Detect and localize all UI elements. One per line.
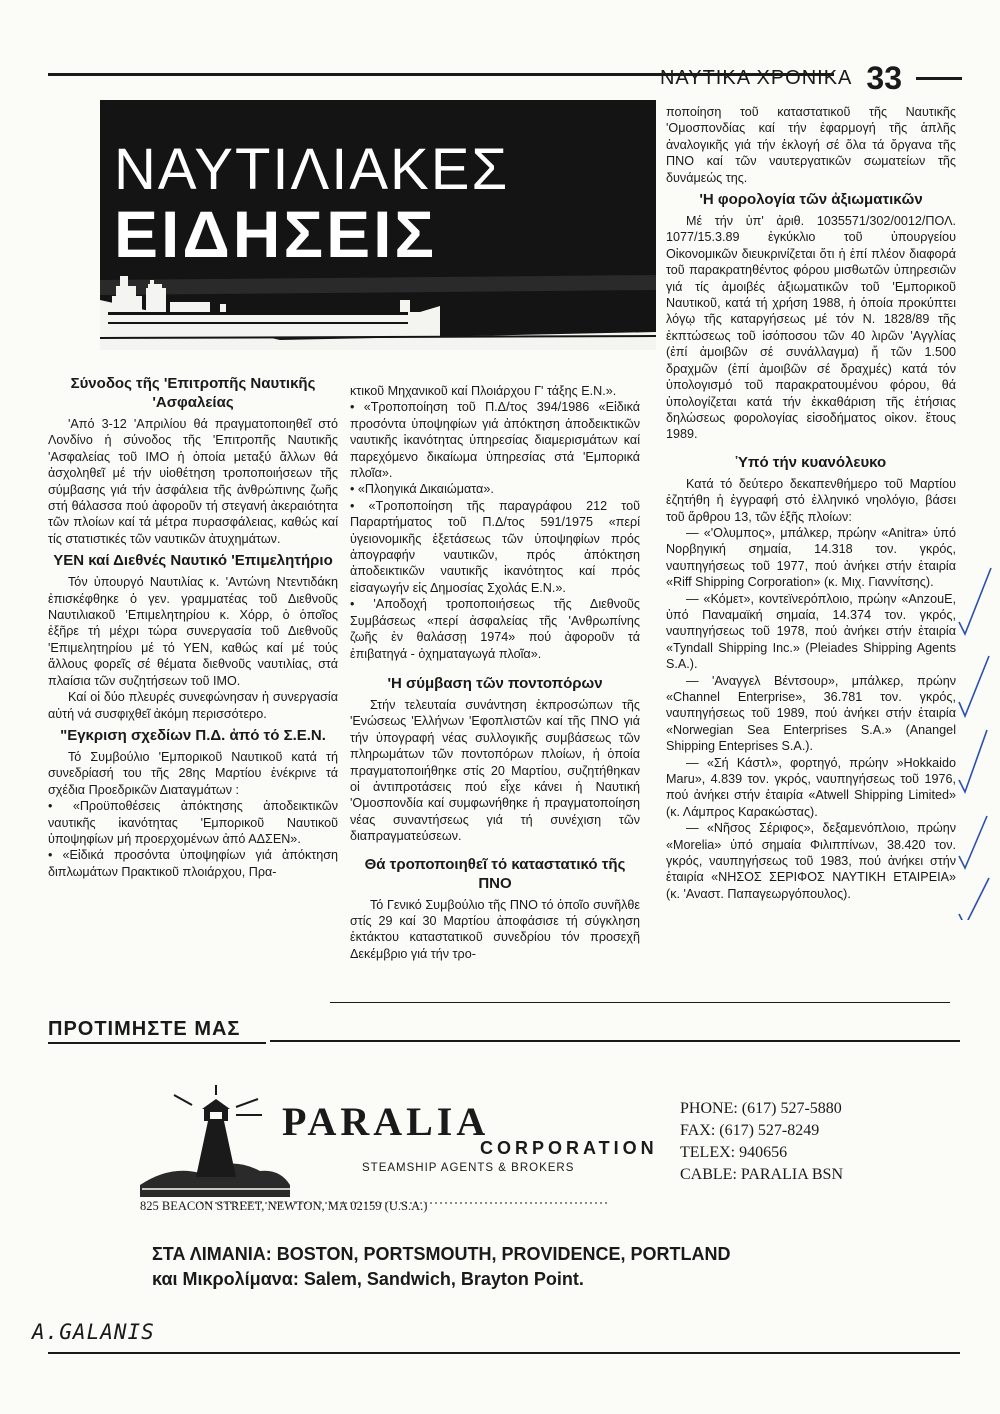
retail-ports: [152, 1242, 730, 1292]
page-number: 33: [866, 60, 902, 96]
ship-icon: [100, 100, 656, 350]
contact-cable: CABLE: PARALIA BSN: [680, 1166, 843, 1183]
section-banner: [100, 100, 656, 350]
contact-telex: TELEX: 940656: [680, 1144, 788, 1161]
magazine-name: ΝΑΥΤΙΚΑ ΧΡΟΝΙΚΑ: [659, 67, 853, 89]
column-3: [666, 104, 956, 902]
headline-safety-committee: Σύνοδος τῆς 'Επιτροπῆς Ναυτικῆς 'Ασφαλείας: [70, 375, 316, 411]
bottom-rule: [48, 1352, 960, 1354]
banner-title-line2: ΕΙΔΗΣΕΙΣ: [114, 197, 438, 271]
check-mark-icon: [959, 878, 989, 920]
headline-greek-flag: Ὑπό τήν κυανόλευκο: [735, 453, 887, 471]
headline-yen-chamber: ΥΕΝ καί Διεθνές Ναυτικό 'Επιμελητήριο: [53, 552, 333, 570]
signature: A.GALANIS: [32, 1320, 155, 1344]
article-paragraph: κτικοῦ Μηχανικοῦ καί Πλοιάρχου Γ' τάξης Ε.Ν.».: [350, 384, 617, 398]
article-paragraph: Τό Γενικό Συμβούλιο τῆς ΠΝΟ τό ὁποῖο συνῆλθε στίς 29 καί 30 Μαρτίου ἀποφάσισε τή σύγκληση ἐκτάκτου καταστατικοῦ συνεδρίου τόν προσεχῆ Δεκέμβριο γιά τήν τρο-: [350, 897, 640, 961]
company-name: PARALIA: [282, 1099, 490, 1144]
bullet-item: • «Προϋποθέσεις ἀπόκτησης ἀποδεικτικῶν ναυτικῆς ἱκανότητας 'Εμπορικοῦ Ναυτικοῦ ὑποψηφίων μή προερχομένων ἀπό ΑΔΣΕΝ».: [48, 799, 338, 846]
company-corporation: CORPORATION: [480, 1138, 658, 1158]
ship-entry: — «Κόμετ», κοντεϊνερόπλοιο, πρώην «AnzouE, ὑπό Παναμαϊκή σημαία, 14.374 τον. γκρός, ναυπηγήσεως τοῦ 1978, πού ἀνήκει στήν ἑταιρία «Tyndall Shipping Inc.» (Pleiades Shipping Agents S.A.).: [666, 591, 956, 672]
article-paragraph: 'Από 3-12 'Απριλίου θά πραγματοποιηθεῖ στό Λονδίνο ἡ σύνοδος τῆς 'Επιτροπῆς Ναυτικῆς 'Ασφαλείας τοῦ IMO ἡ ὁποία μεταξύ ἄλλων θά ἀσχοληθεῖ μέ τήν υἱοθέτηση τροποποιήσεων τῆς σύμβασης γιά τήν ἀσφάλεια τῆς ἀνθρώπινης ζωῆς στή θάλασσα πού ἀφοροῦν τή στεγανή ἀκεραιότητα τῶν πλοίων καί τά μέτρα πυρασφάλειας, καθώς καί τίς στατιστικές τῶν ναυτικῶν ἀτυχημάτων.: [48, 417, 338, 546]
bullet-item: • 'Αποδοχή τροποποιήσεως τῆς Διεθνοῦς Συμβάσεως «περί ἀσφαλείας τῆς 'Ανθρωπίνης ζωῆς ἐν θαλάσσῃ 1974» πού ἀφοροῦν τά ἐπιβατηγά - ὀχηματαγωγά πλοῖα».: [350, 597, 640, 661]
contact-phone: PHONE: (617) 527-5880: [680, 1100, 842, 1117]
ship-entry: — «Σή Κάστλ», φορτηγό, πρώην »Hokkaido Maru», 4.839 τον. γκρός, ναυπηγήσεως τοῦ 1976, πού ἀνήκει στήν ἑταιρία «Atwell Shipping Limited» (κ. Λάμπρος Καρακώστας).: [666, 755, 956, 819]
retail-line-2: και Μικρολίμανα: Salem, Sandwich, Brayton Point.: [152, 1269, 584, 1289]
ship-entry: — «'Ολυμπος», μπάλκερ, πρώην «Anitra» ὑπό Νορβηγική σημαία, 14.318 τον. γκρός, ναυπηγήσεως τοῦ 1977, πού ἀνήκει στήν ἑταιρία «Riff Shipping Corporation» (κ. Μιχ. Γιαννίτσης).: [666, 525, 956, 590]
bullet-item: • «Τροποποίηση τῆς παραγράφου 212 τοῦ Παραρτήματος τοῦ Π.Δ/τος 591/1975 «περί ὑγειονομικῆς ἐξετάσεως τῶν ὑποψηφίων πρός ἀπογραφήν ναυτικῶν, πρός ἀπόκτηση ἀποδεικτικῶν ναυτικῆς ἱκανότητος καί πρός εἰσαγωγήν εἰς Δημοσίας Σχολάς Ε.Ν.».: [350, 498, 640, 595]
column-1: [48, 370, 338, 880]
check-marks: [955, 560, 995, 920]
banner-title-line1: ΝΑΥΤΙΛΙΑΚΕΣ: [114, 137, 510, 202]
bullet-item: • «Τροποποίηση τοῦ Π.Δ/τος 394/1986 «Εἰδικά προσόντα ὑποψηφίων γιά ἀπόκτηση ἀποδεικτικῶν ναυτικῆς ἱκανότητας ὑπηρεσίας διαμερισμάτων καί παρεχόμενο δικαίωμα ὑπηρεσίας στά 'Εμπορικά πλοῖα».: [350, 400, 640, 481]
article-paragraph: Τό Συμβούλιο 'Εμπορικοῦ Ναυτικοῦ κατά τή συνεδρίασή του τῆς 28ης Μαρτίου ἐνέκρινε τά σχέδια Προεδρικῶν Διαταγμάτων :: [48, 749, 338, 797]
article-paragraph: ποποίηση τοῦ καταστατικοῦ τῆς Ναυτικῆς 'Ομοσπονδίας καί τήν ἐφαρμογή τῆς ἁπλῆς ἀναλογικῆς γιά τήν ἐκλογή σέ ὅλα τά ὄργανα τῆς ΠΝΟ καί τῶν ναυτεργατικῶν σωματείων τῆς δυνάμεώς της.: [666, 105, 956, 185]
article-paragraph: Κατά τό δεύτερο δεκαπενθήμερο τοῦ Μαρτίου ἐζητήθη ἡ ἐγγραφή στό ἑλληνικό νηολόγιο, βάσει τοῦ ἄρθρου 13, τῶν ἑξῆς πλοίων:: [666, 476, 956, 524]
ad-heading-underline: [48, 1042, 266, 1044]
company-tagline: STEAMSHIP AGENTS & BROKERS: [362, 1162, 575, 1174]
headline-decrees-approval: "Εγκριση σχεδίων Π.Δ. ἀπό τό Σ.Ε.Ν.: [60, 726, 326, 744]
bullet-item: • «Πλοηγικά Δικαιώματα».: [350, 482, 494, 497]
check-mark-icon: [959, 816, 987, 868]
contact-block: [680, 1098, 843, 1186]
retail-line-1: ΣΤΑ ΛΙΜΑΝΙΑ: BOSTON, PORTSMOUTH, PROVIDENCE, PORTLAND: [152, 1244, 731, 1264]
article-paragraph: Καί οἱ δύο πλευρές συνεφώνησαν ἡ συνεργασία αὐτή νά συσφιχθεῖ ἀκόμη περισσότερο.: [48, 690, 338, 721]
article-paragraph: Μέ τήν ὑπ' ἀριθ. 1035571/302/0012/ΠΟΛ. 1077/15.3.89 ἐγκύκλιο τοῦ ὑπουργείου Οἰκονομικῶν διευκρινίζεται ὅτι ἡ ἐπί πλέον διαφορά τοῦ παρακρατηθέντος φόρου μισθωτῶν ὑπηρεσιῶν γιά τίς ἀμοιβές ἀξιωματικῶν τοῦ 'Εμπορικοῦ Ναυτικοῦ, κατά τή χρήση 1988, ἡ ὁποία προκύπτει λόγῳ τῆς καταργήσεως μέ τόν Ν. 1828/89 τῆς ἐκπτώσεως τοῦ ἰσόποσου τῶν 40 λιρῶν 'Αγγλίας (ἐπί ἀμοιβῶν σέ συνάλλαγμα) ἤ τῶν 1.500 δραχμῶν (ἐπί ἀμοιβῶν σέ δραχμές) κατά τόν ὑπολογισμό τοῦ παρακρατουμένου φόρου, θά ὑπολογίζεται κατά τήν ἐκκαθάριση τῆς ἐτήσιας δηλώσεως φορολογίας εἰσοδήματος οἰκον. ἔτους 1989.: [666, 214, 956, 442]
ad-heading: ΠΡΟΤΙΜΗΣΤΕ ΜΑΣ: [48, 1018, 241, 1040]
check-mark-icon: [959, 568, 991, 634]
ad-top-rule: [270, 1040, 960, 1042]
ship-entry: — «Νῆσος Σέριφος», δεξαμενόπλοιο, πρώην «Morelia» ὑπό σημαία Φιλιππίνων, 38.420 τον. γκρός, ναυπηγήσεως τοῦ 1983, πού ἀνήκει στήν ἑταιρία «ΝΗΣΟΣ ΣΕΡΙΦΟΣ ΝΑΥΤΙΚΗ ΕΤΑΙΡΕΙΑ» (κ. 'Αναστ. Παπαγεωργόπουλος).: [666, 821, 956, 901]
bullet-item: • «Εἰδικά προσόντα ὑποψηφίων γιά ἀπόκτηση διπλωμάτων Πρακτικοῦ πλοιάρχου, Πρα-: [48, 848, 338, 879]
headline-pno-statute: Θά τροποποιηθεῖ τό καταστατικό τῆς ΠΝΟ: [364, 855, 626, 892]
article-paragraph: Στήν τελευταία συνάντηση ἐκπροσώπων τῆς 'Ενώσεως 'Ελλήνων 'Εφοπλιστῶν καί τῆς ΠΝΟ γιά τήν ὑπογραφή νέας συλλογικῆς συμβάσεως τῶν πληρωμάτων τῶν ποντοπόρων πλοίων, ἡ ὁποία πραγματοποιήθηκε στίς 20 Μαρτίου, συζητήθηκαν οἱ ἀντιπροτάσεις πού εἶχε κάνει ἡ Ναυτική 'Ομοσπονδία καί συμφωνήθηκε ἡ πραγματοποίηση νέας συναντήσεως γιά τή συνέχιση τῶν διαπραγματεύσεων.: [350, 697, 640, 844]
headline-ocean-going-agreement: 'Η σύμβαση τῶν ποντοπόρων: [387, 674, 603, 692]
column-rule: [330, 1002, 950, 1003]
check-mark-icon: [959, 730, 987, 792]
company-address: 825 BEACON STREET, NEWTON, MA 02159 (U.S.A.): [140, 1199, 428, 1213]
headline-officers-tax: 'Η φορολογία τῶν ἀξιωματικῶν: [699, 191, 923, 209]
check-mark-icon: [959, 656, 989, 716]
column-2: [350, 383, 640, 962]
contact-fax: FAX: (617) 527-8249: [680, 1122, 820, 1139]
ship-entry: — 'Αναγγελ Βέντσουρ», μπάλκερ, πρώην «Channel Enterprise», 36.781 τον. γκρός, ναυπηγήσεως τοῦ 1989, πού ἀνήκει στήν ἑταιρία «Norwegian Sea Enterprises S.A.» (Anangel Shipping Enteprises S.A.).: [666, 673, 956, 754]
masthead: [660, 60, 962, 97]
masthead-dash: [916, 77, 962, 80]
article-paragraph: Τόν ὑπουργό Ναυτιλίας κ. 'Αντώνη Ντεντιδάκη ἐπισκέφθηκε ὁ γεν. γραμματέας τοῦ Διεθνοῦς Ναυτιλιακοῦ 'Επιμελητηρίου κ. Χόρρ, ὁ ὁποῖος ἐξῆρε τή μέχρι τώρα συνεργασία τοῦ Διεθνοῦς 'Επιμελητηρίου μέ τό ΥΕΝ, καθώς καί μέ τούς ἄλλους φορεῖς σέ θέματα διεθνοῦς ναυτιλίας, στά πλαίσια τῶν συζητήσεων τοῦ IMO.: [48, 575, 338, 688]
